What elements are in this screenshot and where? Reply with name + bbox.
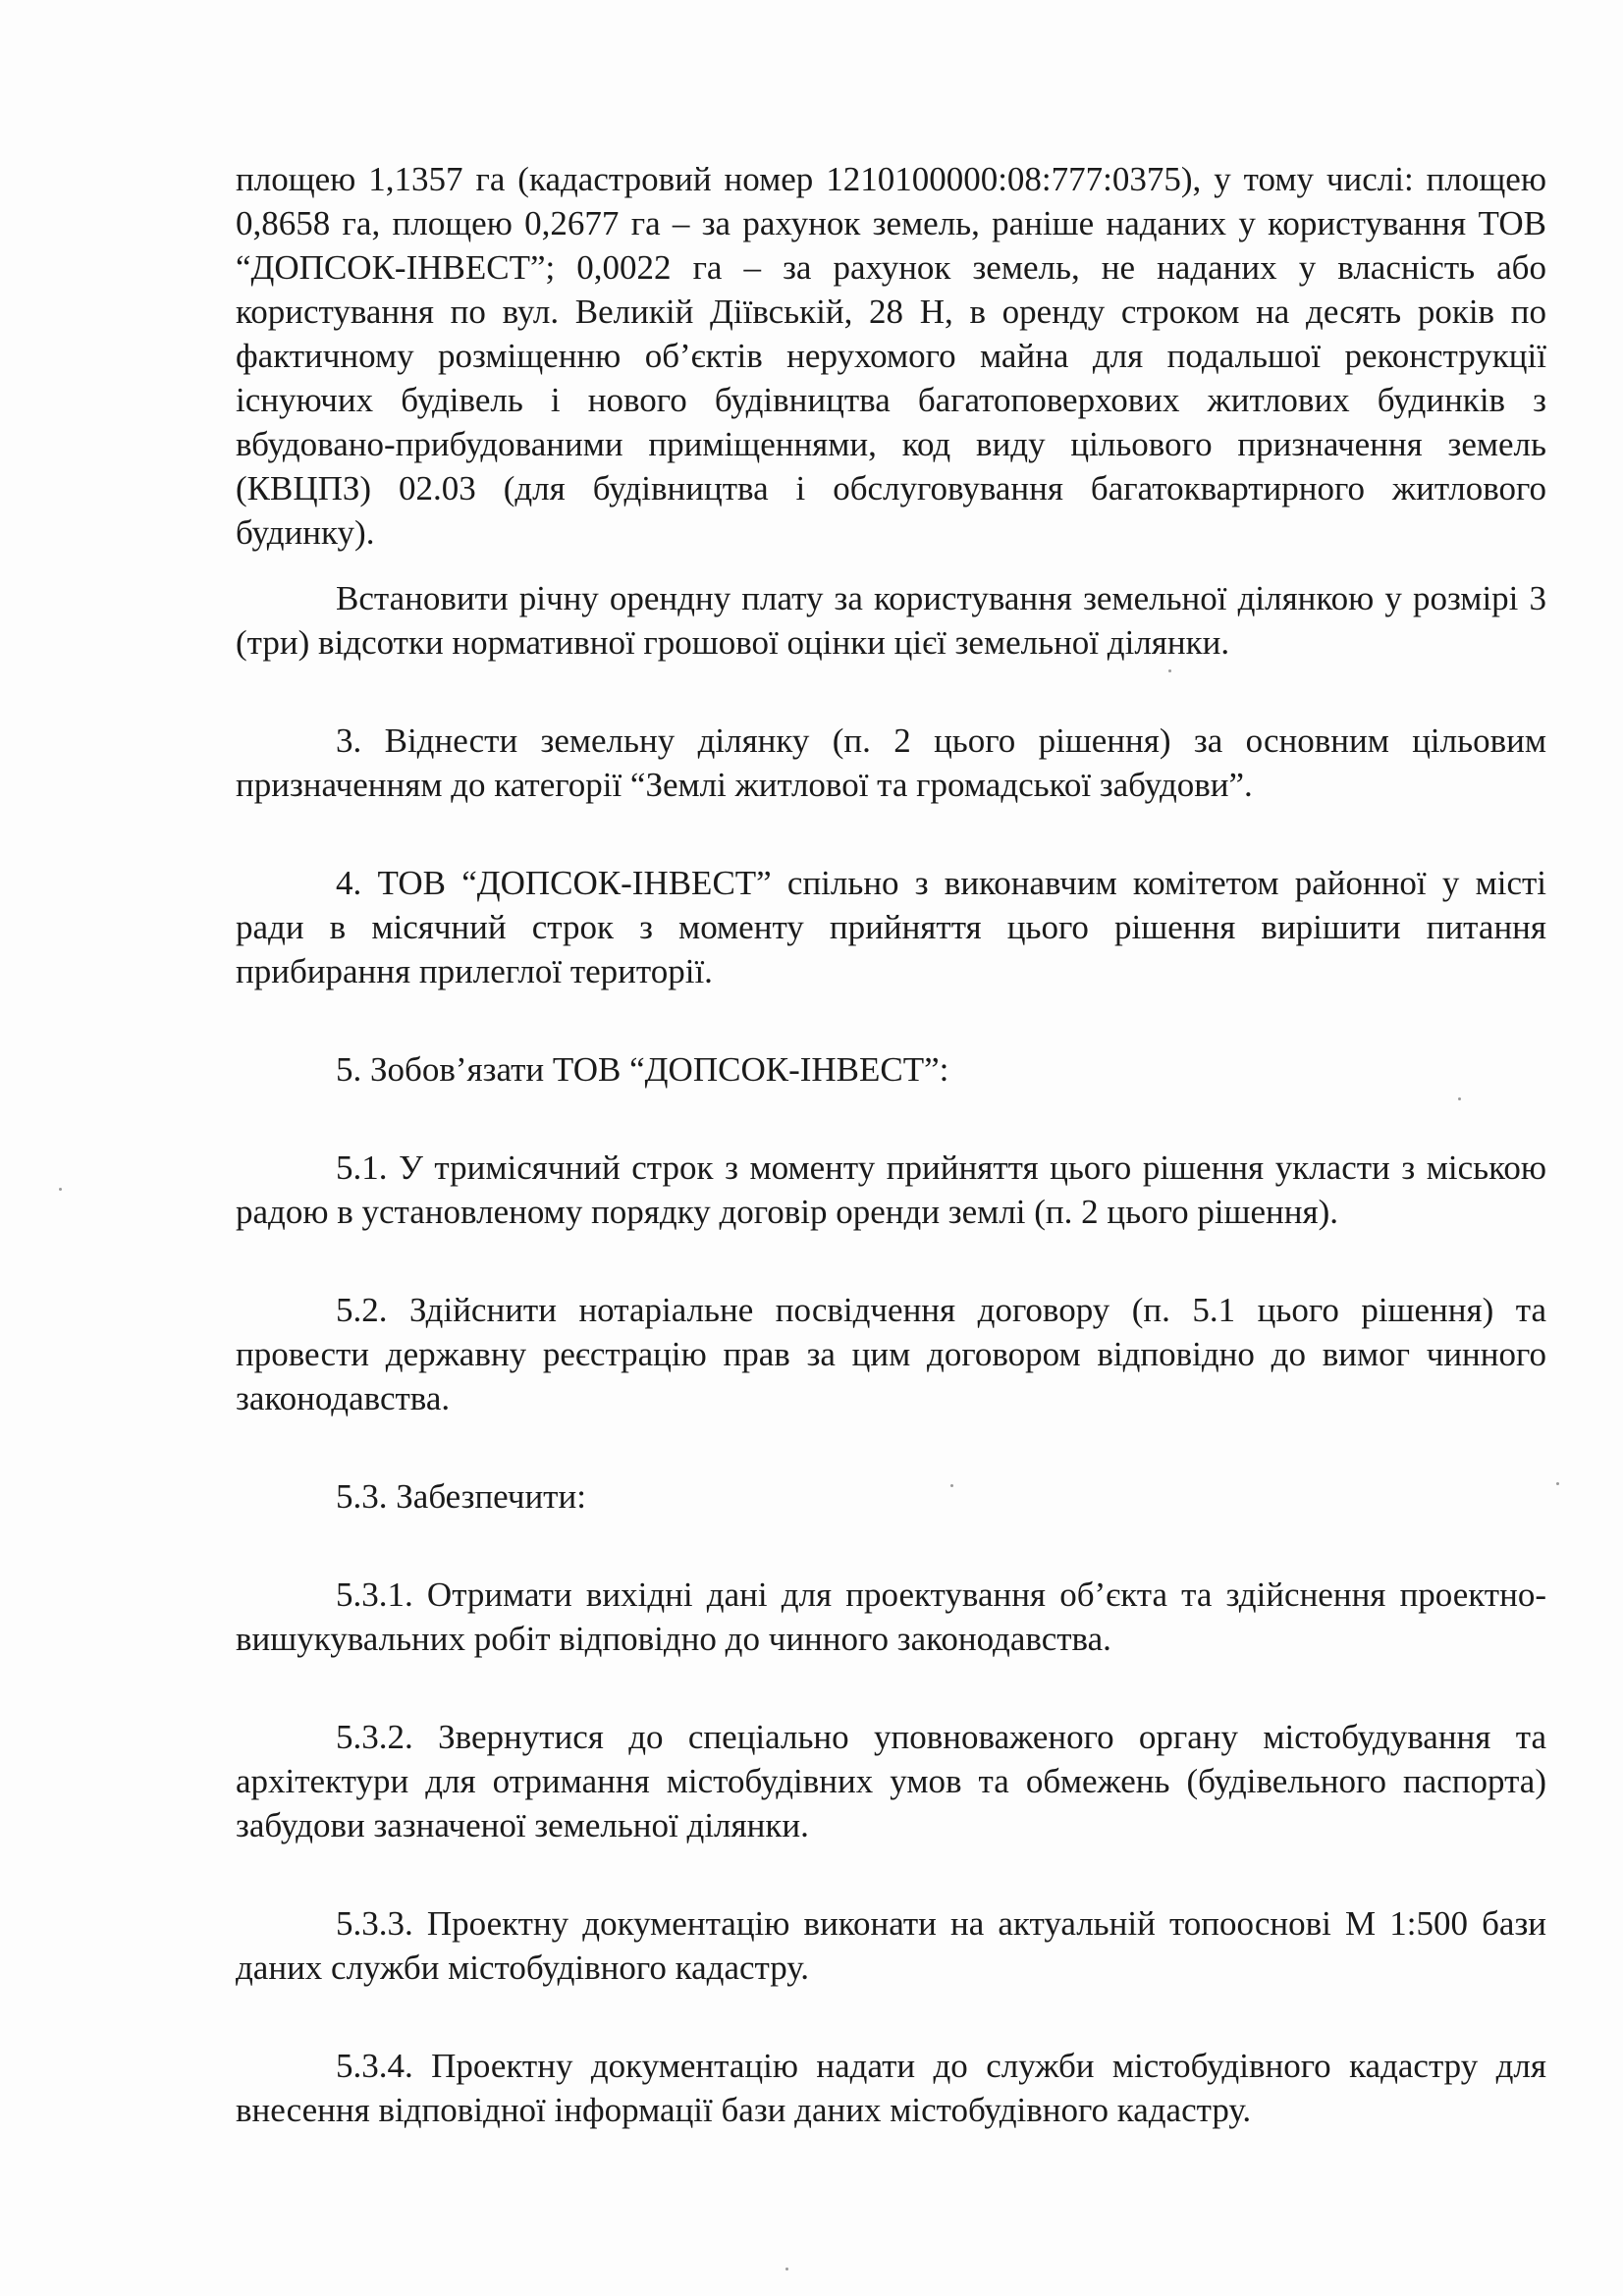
paragraph-item-5-3-3: 5.3.3. Проектну документацію виконати на актуальній топоосновi М 1:500 бази даних служби містобудівного кадастру. (236, 1904, 1546, 1987)
paragraph-land-plot-description: площею 1,1357 га (кадастровий номер 1210100000:08:777:0375), у тому числі: площею 0,8658 га, площею 0,2677 га – за рахунок земель, раніше наданих у користування ТОВ “ДОПСОК-ІНВЕСТ”; 0,0022 га – за рахунок земель, не наданих у власність або користування по вул. Великій Діївській, 28 Н, в оренду строком на десять років по фактичному розміщенню об’єктів нерухомого майна для подальшої реконструкції існуючих будівель і нового будівництва багатоповерхових житлових будинків з вбудовано-прибудованими приміщеннями, код виду цільового призначення земель (КВЦПЗ) 02.03 (для будівництва і обслуговування багатоквартирного житлового будинку). (236, 160, 1546, 552)
scan-speck (1168, 669, 1171, 672)
scan-speck (1458, 1097, 1461, 1100)
paragraph-item-5-3-1: 5.3.1. Отримати вихідні дані для проектування об’єкта та здійснення проектно-вишукувальних робіт відповідно до чинного законодавства. (236, 1575, 1546, 1658)
paragraph-item-5-2: 5.2. Здійснити нотаріальне посвідчення договору (п. 5.1 цього рішення) та провести державну реєстрацію прав за цим договором відповідно до вимог чинного законодавства. (236, 1291, 1546, 1417)
paragraph-item-5-3-4: 5.3.4. Проектну документацію надати до служби містобудівного кадастру для внесення відповідної інформації бази даних містобудівного кадастру. (236, 2047, 1546, 2129)
scan-speck (785, 2268, 788, 2270)
paragraph-item-4: 4. ТОВ “ДОПСОК-ІНВЕСТ” спільно з виконавчим комітетом районної у місті ради в місячний строк з моменту прийняття цього рішення вирішити питання прибирання прилеглої території. (236, 864, 1546, 990)
paragraph-item-5-3-2: 5.3.2. Звернутися до спеціально уповноваженого органу містобудування та архітектури для отримання містобудівних умов та обмежень (будівельного паспорта) забудови зазначеної земельної ділянки. (236, 1718, 1546, 1844)
paragraph-item-3: 3. Віднести земельну ділянку (п. 2 цього рішення) за основним цільовим призначенням до категорії “Землі житлової та громадської забудови”. (236, 721, 1546, 804)
document-body (236, 157, 1546, 2132)
scan-speck (950, 1484, 953, 1487)
paragraph-item-5-3: 5.3. Забезпечити: (336, 1477, 586, 1516)
paragraph-annual-rent: Встановити річну орендну плату за користування земельної ділянкою у розмірі 3 (три) відсотки нормативної грошової оцінки цієї земельної ділянки. (236, 579, 1546, 662)
paragraph-item-5-1: 5.1. У тримісячний строк з моменту прийняття цього рішення укласти з міською радою в установленому порядку договір оренди землі (п. 2 цього рішення). (236, 1148, 1546, 1231)
scan-speck (59, 1188, 62, 1191)
paragraph-item-5: 5. Зобов’язати ТОВ “ДОПСОК-ІНВЕСТ”: (336, 1050, 949, 1089)
scan-speck (1556, 1482, 1559, 1485)
